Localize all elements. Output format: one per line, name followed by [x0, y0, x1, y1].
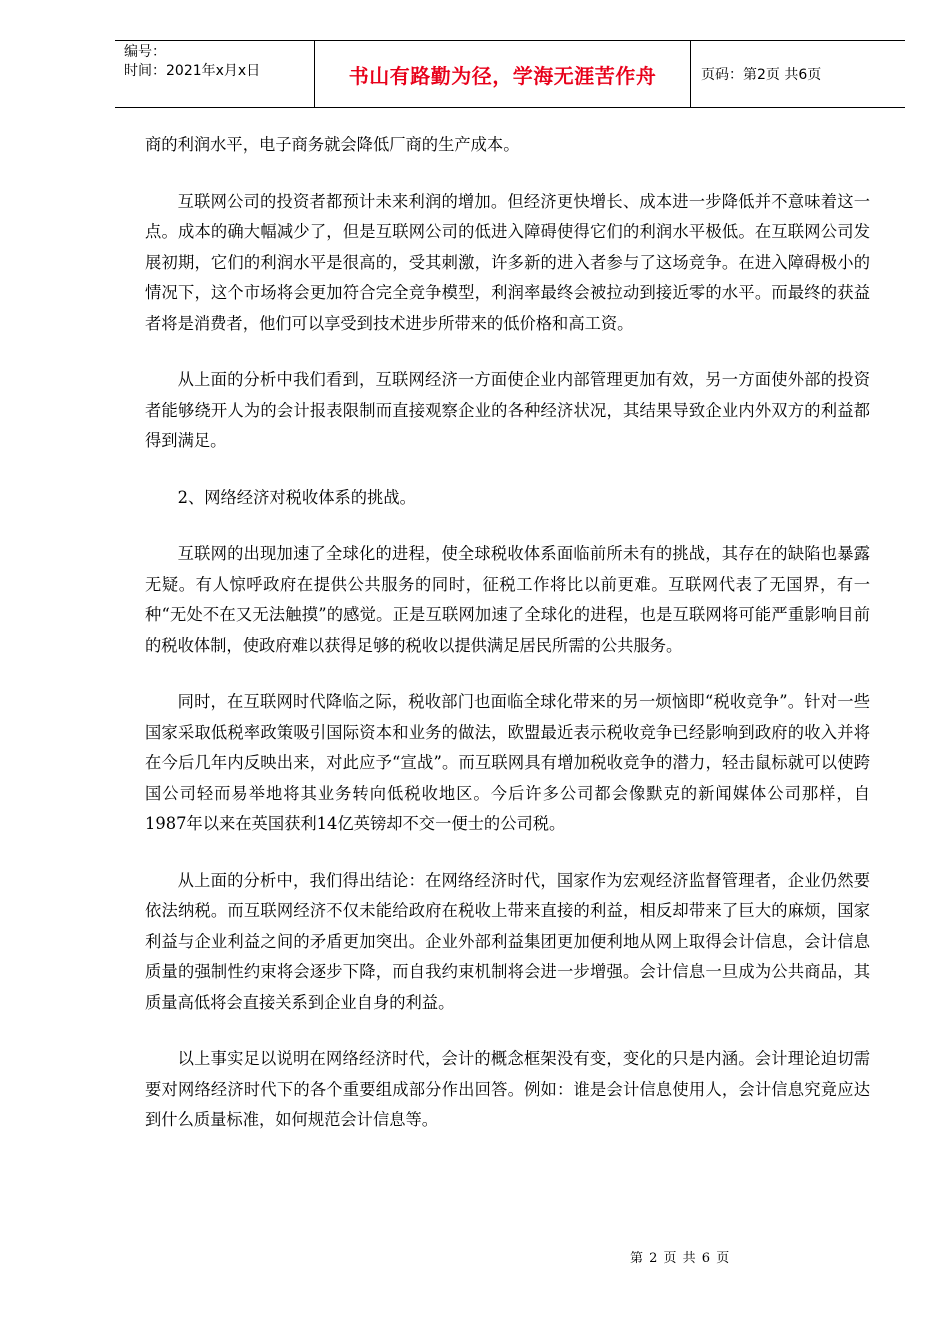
paragraph: 同时，在互联网时代降临之际，税收部门也面临全球化带来的另一烦恼即“税收竞争”。针对一些国家采取低税率政策吸引国际资本和业务的做法，欧盟最近表示税收竞争已经影响到政府的收入并将在今后几年内反映出来，对此应予“宣战”。而互联网具有增加税收竞争的潜力，轻击鼠标就可以使跨国公司轻而易举地将其业务转向低税收地区。今后许多公司都会像默克的新闻媒体公司那样，自1987年以来在英国获利14亿英镑却不交一便士的公司税。: [145, 692, 870, 833]
header-motto: 书山有路勤为径，学海无涯苦作舟: [315, 41, 691, 107]
time-label: 时间：2021年x月x日: [124, 63, 261, 79]
paragraph: 从上面的分析中我们看到，互联网经济一方面使企业内部管理更加有效，另一方面使外部的投资者能够绕开人为的会计报表限制而直接观察企业的各种经济状况，其结果导致企业内外双方的利益都得到满足。: [145, 370, 870, 450]
section-heading: 2、网络经济对税收体系的挑战。: [177, 487, 416, 507]
number-label: 编号：: [124, 44, 166, 60]
paragraph: 商的利润水平，电子商务就会降低厂商的生产成本。: [145, 135, 520, 154]
paragraph: 以上事实足以说明在网络经济时代，会计的概念框架没有变，变化的只是内涵。会计理论迫切需要对网络经济时代下的各个重要组成部分作出回答。例如：谁是会计信息使用人，会计信息究竟应达到什么质量标准，如何规范会计信息等。: [145, 1049, 870, 1129]
page-header: [115, 40, 905, 108]
header-page-number: 页码：第2页 共6页: [701, 67, 822, 83]
paragraph: 互联网的出现加速了全球化的进程，使全球税收体系面临前所未有的挑战，其存在的缺陷也暴露无疑。有人惊呼政府在提供公共服务的同时，征税工作将比以前更难。互联网代表了无国界，有一种“无处不在又无法触摸”的感觉。正是互联网加速了全球化的进程，也是互联网将可能严重影响目前的税收体制，使政府难以获得足够的税收以提供满足居民所需的公共服务。: [145, 544, 870, 655]
page-footer: 第 2 页 共 6 页: [630, 1251, 731, 1266]
paragraph: 从上面的分析中，我们得出结论：在网络经济时代，国家作为宏观经济监督管理者，企业仍然要依法纳税。而互联网经济不仅未能给政府在税收上带来直接的利益，相反却带来了巨大的麻烦，国家利益与企业利益之间的矛盾更加突出。企业外部利益集团更加便利地从网上取得会计信息，会计信息质量的强制性约束将会逐步下降，而自我约束机制将会进一步增强。会计信息一旦成为公共商品，其质量高低将会直接关系到企业自身的利益。: [145, 870, 870, 1012]
paragraph: 互联网公司的投资者都预计未来利润的增加。但经济更快增长、成本进一步降低并不意味着这一点。成本的确大幅减少了，但是互联网公司的低进入障碍使得它们的利润水平极低。在互联网公司发展初期，它们的利润水平是很高的，受其刺激，许多新的进入者参与了这场竞争。在进入障碍极小的情况下，这个市场将会更加符合完全竞争模型，利润率最终会被拉动到接近零的水平。而最终的获益者将是消费者，他们可以享受到技术进步所带来的低价格和高工资。: [145, 191, 870, 333]
document-body: [145, 130, 870, 1162]
header-meta: [115, 41, 315, 107]
